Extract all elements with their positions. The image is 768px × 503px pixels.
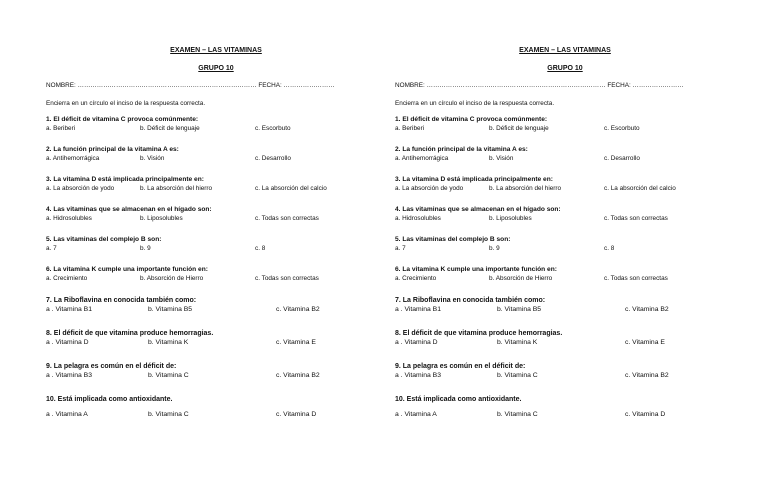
question-5 <box>46 236 386 255</box>
option-c: c. Desarrollo <box>255 155 291 162</box>
option-c: c. Vitamina B2 <box>276 306 320 313</box>
option-a: a . Vitamina B3 <box>395 372 441 379</box>
option-b: b. Déficit de lenguaje <box>140 125 200 132</box>
question-5 <box>395 236 735 255</box>
option-a: a . Vitamina B3 <box>46 372 92 379</box>
option-a: a . Vitamina A <box>46 411 88 418</box>
exam-group: GRUPO 10 <box>547 65 583 72</box>
question-text: 9. La pelagra es común en el déficit de: <box>46 363 177 370</box>
option-b: b. Vitamina K <box>148 339 189 346</box>
option-b: b. Vitamina C <box>497 372 538 379</box>
option-b: b. La absorción del hierro <box>140 185 213 192</box>
question-2 <box>395 146 735 165</box>
exam-sheet-left <box>46 0 386 503</box>
option-b: b. Absorción de Hierro <box>140 275 204 282</box>
option-a: a. La absorción de yodo <box>395 185 464 192</box>
question-1 <box>46 116 386 135</box>
option-c: c. Vitamina E <box>625 339 665 346</box>
option-a: a. Hidrosolubles <box>395 215 441 222</box>
exam-title: EXAMEN – LAS VITAMINAS <box>519 47 611 54</box>
option-c: c. Vitamina B2 <box>625 372 669 379</box>
option-b: b. Vitamina K <box>497 339 538 346</box>
question-text: 10. Está implicada como antioxidante. <box>46 396 173 403</box>
option-a: a . Vitamina A <box>395 411 437 418</box>
option-c: c. 8 <box>255 245 266 252</box>
option-a: a. Beriberi <box>395 125 425 132</box>
option-a: a . Vitamina B1 <box>46 306 92 313</box>
option-b: b. Vitamina C <box>148 372 189 379</box>
option-c: c. Vitamina B2 <box>276 372 320 379</box>
exam-sheet-right <box>395 0 735 503</box>
option-c: c. Todas son correctas <box>255 275 319 282</box>
option-a: a. Crecimiento <box>46 275 88 282</box>
option-c: c. Escorbuto <box>604 125 640 132</box>
question-text: 6. La vitamina K cumple una importante función en: <box>395 266 557 273</box>
question-text: 6. La vitamina K cumple una importante función en: <box>46 266 208 273</box>
option-b: b. Visión <box>140 155 165 162</box>
question-text: 1. El déficit de vitamina C provoca comúnmente: <box>395 116 548 123</box>
question-text: 7. La Riboflavina en conocida también como: <box>46 297 197 304</box>
option-a: a. 7 <box>395 245 406 252</box>
question-text: 10. Está implicada como antioxidante. <box>395 396 522 403</box>
option-b: b. Vitamina C <box>497 411 538 418</box>
question-text: 4. Las vitaminas que se almacenan en el hígado son: <box>395 206 561 213</box>
question-3 <box>395 176 735 195</box>
option-b: b. 9 <box>140 245 151 252</box>
question-1 <box>395 116 735 135</box>
option-a: a. Beriberi <box>46 125 76 132</box>
option-c: c. Todas son correctas <box>255 215 319 222</box>
question-8 <box>395 330 735 349</box>
option-c: c. Desarrollo <box>604 155 640 162</box>
question-text: 5. Las vitaminas del complejo B son: <box>46 236 162 243</box>
question-text: 1. El déficit de vitamina C provoca comúnmente: <box>46 116 199 123</box>
question-text: 8. El déficit de que vitamina produce hemorragias. <box>395 330 563 337</box>
question-text: 9. La pelagra es común en el déficit de: <box>395 363 526 370</box>
option-a: a. Hidrosolubles <box>46 215 92 222</box>
option-b: b. Déficit de lenguaje <box>489 125 549 132</box>
question-7 <box>46 297 386 316</box>
option-b: b. La absorción del hierro <box>489 185 562 192</box>
option-b: b. Liposolubles <box>489 215 532 222</box>
question-4 <box>46 206 386 225</box>
option-a: a . Vitamina D <box>46 339 89 346</box>
option-a: a. Crecimiento <box>395 275 437 282</box>
question-9 <box>46 363 386 382</box>
option-a: a. 7 <box>46 245 57 252</box>
option-c: c. Todas son correctas <box>604 215 668 222</box>
instructions: Encierra en un círculo el inciso de la respuesta correcta. <box>395 100 555 107</box>
option-c: c. Vitamina D <box>276 411 317 418</box>
option-b: b. Liposolubles <box>140 215 183 222</box>
question-text: 2. La función principal de la vitamina A es: <box>46 146 179 153</box>
option-c: c. La absorción del calcio <box>255 185 327 192</box>
question-text: 3. La vitamina D está implicada principalmente en: <box>46 176 204 183</box>
option-c: c. Vitamina B2 <box>625 306 669 313</box>
question-6 <box>46 266 386 285</box>
option-c: c. Vitamina D <box>625 411 666 418</box>
name-date-line: NOMBRE: ………………………………………………………………………… FECHA: …………………… <box>395 82 684 89</box>
question-10 <box>46 396 386 421</box>
question-text: 3. La vitamina D está implicada principalmente en: <box>395 176 553 183</box>
question-text: 4. Las vitaminas que se almacenan en el hígado son: <box>46 206 212 213</box>
option-c: c. 8 <box>604 245 615 252</box>
option-a: a. Antihemorrágica <box>395 155 449 162</box>
question-4 <box>395 206 735 225</box>
option-a: a. Antihemorrágica <box>46 155 100 162</box>
option-a: a . Vitamina D <box>395 339 438 346</box>
instructions: Encierra en un círculo el inciso de la respuesta correcta. <box>46 100 206 107</box>
option-a: a. La absorción de yodo <box>46 185 115 192</box>
question-text: 8. El déficit de que vitamina produce hemorragias. <box>46 330 214 337</box>
option-b: b. Absorción de Hierro <box>489 275 553 282</box>
question-6 <box>395 266 735 285</box>
option-b: b. Vitamina C <box>148 411 189 418</box>
question-2 <box>46 146 386 165</box>
option-b: b. Visión <box>489 155 514 162</box>
option-c: c. La absorción del calcio <box>604 185 676 192</box>
question-text: 2. La función principal de la vitamina A es: <box>395 146 528 153</box>
option-a: a . Vitamina B1 <box>395 306 441 313</box>
question-7 <box>395 297 735 316</box>
option-c: c. Todas son correctas <box>604 275 668 282</box>
question-3 <box>46 176 386 195</box>
option-c: c. Vitamina E <box>276 339 316 346</box>
name-date-line: NOMBRE: ………………………………………………………………………… FECHA: …………………… <box>46 82 335 89</box>
option-c: c. Escorbuto <box>255 125 291 132</box>
option-b: b. Vitamina B5 <box>148 306 193 313</box>
exam-title: EXAMEN – LAS VITAMINAS <box>170 47 262 54</box>
question-9 <box>395 363 735 382</box>
option-b: b. Vitamina B5 <box>497 306 542 313</box>
exam-group: GRUPO 10 <box>198 65 234 72</box>
question-10 <box>395 396 735 421</box>
question-text: 5. Las vitaminas del complejo B son: <box>395 236 511 243</box>
option-b: b. 9 <box>489 245 500 252</box>
question-text: 7. La Riboflavina en conocida también como: <box>395 297 546 304</box>
question-8 <box>46 330 386 349</box>
